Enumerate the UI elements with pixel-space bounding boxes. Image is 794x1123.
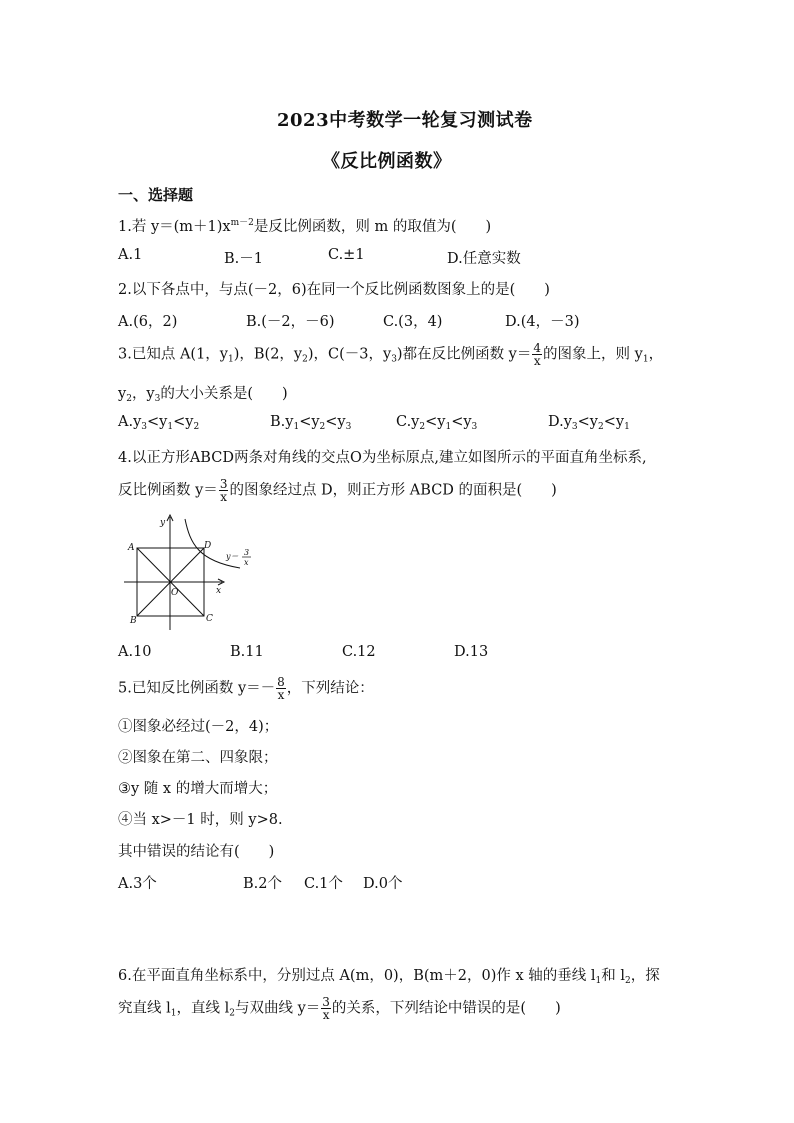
q5-item-2: ②图象在第二、四象限； [118,750,278,766]
q5-text: ，下列结论： [286,680,374,697]
opt-sub: 1 [624,422,630,432]
q5-option-c[interactable]: C.1个 [304,876,343,892]
page-title: 2023中考数学一轮复习测试卷 [277,110,533,131]
q6-text: ，直线 l [176,1000,230,1017]
question-5 [118,676,374,701]
label-c: C [206,614,213,624]
opt-sub: 3 [141,422,148,432]
q4-fraction [219,478,229,503]
q5-ask: 其中错误的结论有( ) [118,844,275,860]
fraction-denominator: x [220,490,228,504]
opt-text: <y [299,414,320,430]
q6-sub: 2 [625,976,631,986]
q5-option-b[interactable]: B.2个 [243,876,282,892]
q6-sub: 2 [229,1008,235,1019]
opt-sub: 2 [598,422,604,432]
question-6-line-2 [118,996,561,1021]
q6-sub: 1 [170,1008,177,1019]
opt-sub: 1 [445,422,452,432]
q1-option-b[interactable]: B.－1 [224,251,263,267]
q3-text: 3.已知点 A(1，y [118,346,228,363]
question-3-line-1 [118,342,663,367]
q2-option-a[interactable]: A.(6，2) [118,314,178,330]
fraction-denominator: x [277,688,285,702]
q3-text: 的图象上，则 y [543,346,643,363]
curve-label: y＝ [226,552,239,561]
q3-text: ，y [131,386,155,402]
q3-text: )，C(－3，y [307,346,392,363]
opt-sub: 3 [471,422,478,432]
q4-text: 反比例函数 y＝ [118,482,218,499]
q3-text: )都在反比例函数 y＝ [396,346,532,363]
q3-option-c[interactable] [396,414,477,432]
q3-text: )，B(2，y [233,346,303,363]
q3-text: ， [648,346,664,363]
page-subtitle: 《反比例函数》 [322,151,452,172]
q2-option-d[interactable]: D.(4，－3) [505,314,580,330]
q1-exponent: m－2 [230,218,254,228]
q4-option-a[interactable]: A.10 [118,644,152,660]
opt-sub: 3 [345,422,352,432]
q3-text: y [118,386,127,402]
q3-option-d[interactable] [548,414,630,432]
q6-text: 究直线 l [118,1000,171,1017]
section-heading: 一、选择题 [118,186,194,204]
q1-option-c[interactable]: C.±1 [328,247,365,263]
opt-text: C.y [396,414,420,430]
opt-text: A.y [118,414,142,430]
q3-option-a[interactable] [118,414,199,432]
label-x: x [216,586,222,596]
q6-text: 与双曲线 y＝ [234,1000,321,1017]
opt-text: <y [577,414,598,430]
q3-fraction [532,342,542,367]
q3-sub: 1 [228,354,234,365]
q4-option-c[interactable]: C.12 [342,644,376,660]
q6-fraction [321,996,331,1021]
label-b: B [130,616,137,626]
q1-text-pre: 1.若 y＝(m＋1)x [118,219,231,235]
fraction-numerator: 3 [322,995,330,1009]
q6-text: 6.在平面直角坐标系中，分别过点 A(m，0)，B(m＋2，0)作 x 轴的垂线 l [118,968,596,984]
q4-option-b[interactable]: B.11 [230,644,264,660]
opt-sub: 2 [419,422,426,432]
q4-option-d[interactable]: D.13 [454,644,489,660]
q3-option-b[interactable] [270,414,351,432]
fraction-numerator: 3 [219,477,228,491]
q3-sub: 2 [126,394,132,404]
q4-text: 的图象经过点 D，则正方形 ABCD 的面积是( ) [229,482,557,499]
label-d: D [204,541,212,551]
opt-text: <y [147,414,168,430]
opt-sub: 1 [167,422,174,432]
label-y: y [160,518,166,528]
square-coordinate-figure [118,513,258,633]
q2-option-b[interactable]: B.(－2，－6) [246,314,335,330]
q1-option-d[interactable]: D.任意实数 [447,251,521,267]
opt-sub: 2 [193,422,200,432]
q6-sub: 1 [595,976,602,986]
question-6-line-1 [118,964,660,986]
q5-option-d[interactable]: D.0个 [363,876,403,892]
q5-option-a[interactable]: A.3个 [118,876,157,892]
q5-item-4: ④当 x>－1 时，则 y>8. [118,812,283,828]
opt-text: D.y [548,414,572,430]
opt-text: <y [425,414,446,430]
opt-sub: 1 [293,422,300,432]
opt-text: B.y [270,414,294,430]
label-a: A [128,543,135,553]
q5-item-1: ①图象必经过(－2，4)； [118,719,279,735]
opt-sub: 2 [319,422,326,432]
q5-fraction [276,676,286,701]
q5-text: 5.已知反比例函数 y＝－ [118,680,276,697]
q3-sub: 3 [391,354,397,365]
q1-text-post: 是反比例函数，则 m 的取值为( ) [253,219,492,235]
q3-sub: 2 [302,354,308,365]
question-4-line-1: 4.以正方形ABCD两条对角线的交点O为坐标原点,建立如图所示的平面直角坐标系, [118,450,647,466]
curve-label-num: 3 [244,548,250,557]
opt-text: <y [451,414,472,430]
label-o: O [171,588,179,598]
q3-sub: 1 [642,354,649,365]
question-2: 2.以下各点中，与点(－2，6)在同一个反比例函数图象上的是( ) [118,282,550,298]
curve-label-den: x [244,558,249,567]
fraction-denominator: x [322,1008,330,1022]
question-3-line-2 [118,382,288,404]
question-4-line-2 [118,478,557,503]
q5-item-3: ③y 随 x 的增大而增大； [118,781,278,797]
q6-text: 和 l [601,968,625,984]
q6-text: ，探 [630,968,660,984]
q3-text: 的大小关系是( ) [160,386,288,402]
opt-text: <y [325,414,346,430]
opt-sub: 3 [571,422,578,432]
q1-option-a[interactable]: A.1 [118,247,143,263]
q6-text: 的关系，下列结论中错误的是( ) [331,1000,561,1017]
opt-text: <y [603,414,625,430]
fraction-denominator: x [533,354,541,368]
question-1 [118,215,491,236]
opt-text: <y [173,414,194,430]
q2-option-c[interactable]: C.(3，4) [383,314,443,330]
fraction-numerator: 4 [533,341,542,355]
q3-sub: 3 [154,394,161,404]
fraction-numerator: 8 [277,675,285,689]
